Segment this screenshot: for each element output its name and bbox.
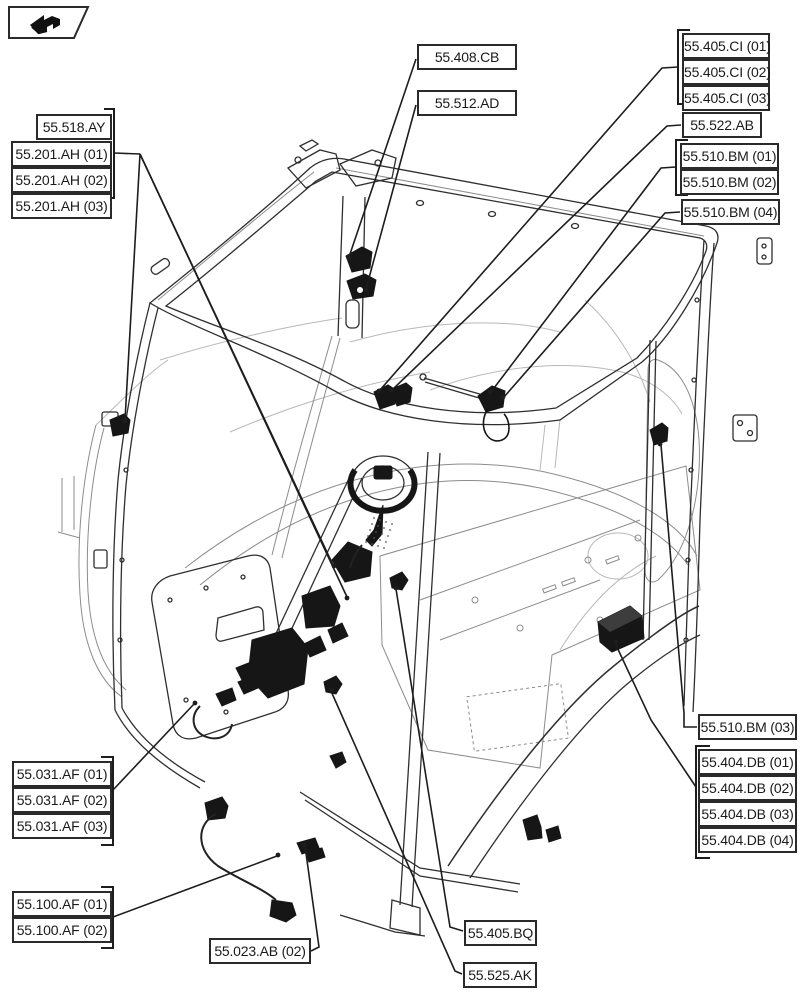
callout-55-023-ab-02[interactable]: 55.023.AB (02) (209, 938, 311, 964)
callout-55-100-af-01[interactable]: 55.100.AF (01) (12, 891, 112, 917)
callout-55-408-cb[interactable]: 55.408.CB (417, 44, 517, 70)
callout-55-404-db-01[interactable]: 55.404.DB (01) (698, 749, 797, 775)
callout-55-510-bm-04[interactable]: 55.510.BM (04) (681, 199, 780, 225)
callout-55-510-bm-03[interactable]: 55.510.BM (03) (698, 714, 797, 740)
callout-55-405-ci-02[interactable]: 55.405.CI (02) (682, 59, 770, 85)
callout-55-510-bm-02[interactable]: 55.510.BM (02) (680, 169, 779, 195)
callout-55-512-ad[interactable]: 55.512.AD (417, 90, 517, 116)
callout-55-405-ci-03[interactable]: 55.405.CI (03) (682, 85, 770, 111)
callout-55-201-ah-02[interactable]: 55.201.AH (02) (11, 167, 112, 193)
back-nav-logo-button[interactable] (8, 6, 90, 39)
leader-end-dots (123, 256, 663, 858)
callout-55-201-ah-03[interactable]: 55.201.AH (03) (11, 193, 112, 219)
callout-55-201-ah-01[interactable]: 55.201.AH (01) (11, 141, 112, 167)
callout-55-510-bm-01[interactable]: 55.510.BM (01) (680, 143, 779, 169)
callout-55-405-ci-01[interactable]: 55.405.CI (01) (682, 33, 770, 59)
callout-55-522-ab[interactable]: 55.522.AB (682, 112, 762, 138)
callout-55-404-db-03[interactable]: 55.404.DB (03) (698, 801, 797, 827)
callout-55-100-af-02[interactable]: 55.100.AF (02) (12, 917, 112, 943)
callout-55-405-bq[interactable]: 55.405.BQ (464, 920, 537, 946)
callout-55-404-db-02[interactable]: 55.404.DB (02) (698, 775, 797, 801)
callout-55-031-af-02[interactable]: 55.031.AF (02) (12, 787, 112, 813)
callout-55-031-af-03[interactable]: 55.031.AF (03) (12, 813, 112, 839)
callout-55-404-db-04[interactable]: 55.404.DB (04) (698, 827, 797, 853)
callout-55-518-ay[interactable]: 55.518.AY (36, 114, 112, 140)
harness-cables (194, 545, 362, 900)
callout-55-031-af-01[interactable]: 55.031.AF (01) (12, 761, 112, 787)
callout-55-525-ak[interactable]: 55.525.AK (463, 962, 537, 988)
